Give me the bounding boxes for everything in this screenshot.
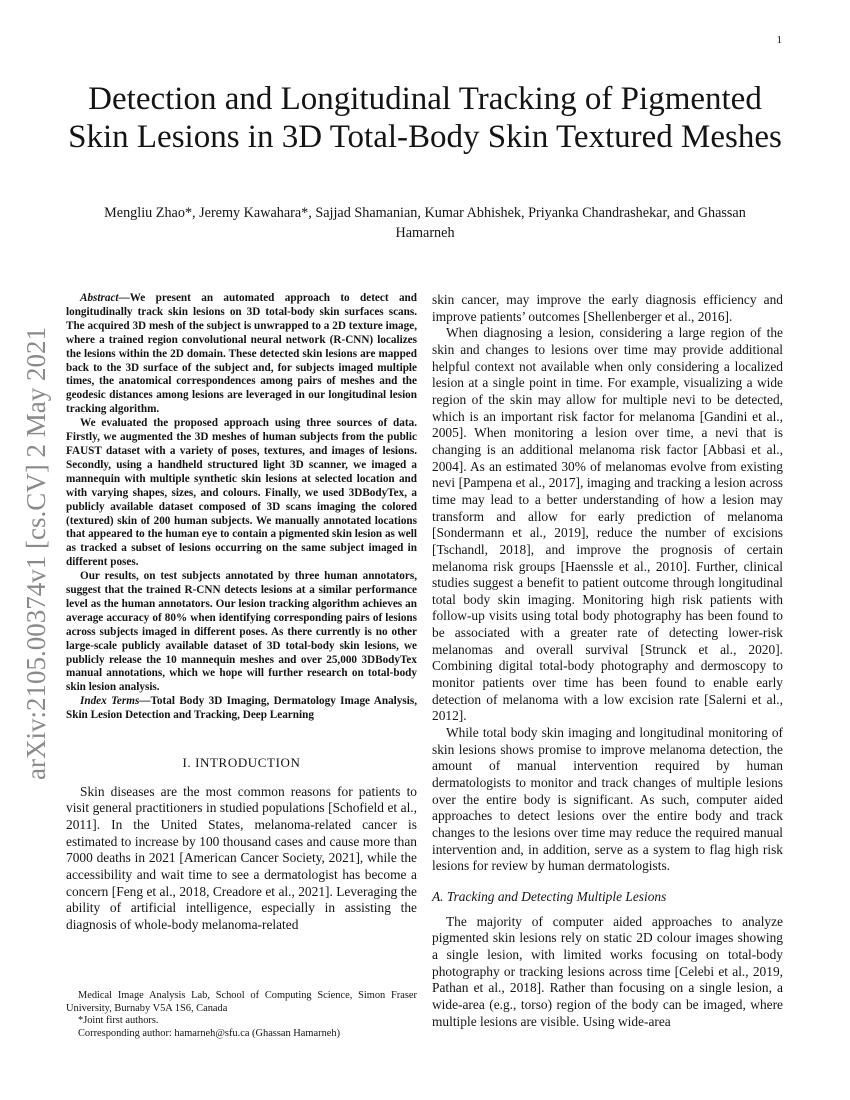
right-column [432,292,783,1030]
subsection-heading-tracking: A. Tracking and Detecting Multiple Lesions [432,888,667,904]
intro-paragraph-continued: skin cancer, may improve the early diagnosis efficiency and improve patients’ outcomes [Shellenberger et al., 2016]. [432,292,783,324]
intro-paragraph-1: Skin diseases are the most common reasons for patients to visit general practitioners in studied populations [Schofield et al., 2011]. In the United States, melanoma-related cancer is estimated to increase by 100 thousand cases and cause more than 7000 deaths in 2021 [American Cancer Society, 2021], while the accessibility and wait time to see a dermatologist has become a concern [Feng et al., 2018, Creadore et al., 2021]. Leveraging the ability of artificial intelligence, especially in assisting the diagnosis of whole-body melanoma-related [66,783,417,932]
intro-paragraph-2: When diagnosing a lesion, considering a large region of the skin and changes to lesions over time may provide additional helpful context not available when only considering a localized lesion at a single point in time. For example, visualizing a wide region of the skin may allow for multiple nevi to be detected, which is an important risk factor for melanoma [Gandini et al., 2005]. When monitoring a lesion over time, a nevi that is changing is an additional melanoma risk factor [Abbasi et al., 2004]. As an estimated 30% of melanomas evolve from existing nevi [Pampena et al., 2017], imaging and tracking a lesion across time may lead to a better understanding of how a lesion may transform and allow for early prediction of melanoma [Sondermann et al., 2019], reduce the number of excisions [Tschandl, 2018], and improve the prognosis of certain melanoma risk groups [Haenssle et al., 2010]. Further, clinical studies suggest a benefit to patient outcome through longitudinal total body skin imaging. Monitoring high risk patients with follow-up visits using total body photography has been found to be associated with a greater rate of detecting lower-risk melanomas and overall survival [Strunck et al., 2020]. Combining digital total-body photography and dermoscopy to monitor patients over time has been found to enable early detection of melanoma with a low excision rate [Salerni et al., 2012]. [432,325,783,724]
author-list: Mengliu Zhao*, Jeremy Kawahara*, Sajjad Shamanian, Kumar Abhishek, Priyanka Chandrashekar, and Ghassan Hamarneh [104,205,746,241]
section-heading-introduction: I. INTRODUCTION [182,755,301,771]
intro-paragraph-4: The majority of computer aided approaches to analyze pigmented skin lesions rely on static 2D colour images showing a single lesion, with limited works focusing on total-body photography or tracking lesions across time [Celebi et al., 2019, Pathan et al., 2018]. Rather than focusing on a single lesion, a wide-area (e.g., torso) region of the body can be imaged, where multiple lesions are visible. Using wide-area [432,913,783,1029]
index-terms-text: —Total Body 3D Imaging, Dermatology Image Analysis, Skin Lesion Detection and Tracking, Deep Learning [66,695,417,722]
footnotes [66,990,417,1040]
abstract-paragraph-1 [66,292,417,417]
abstract [66,292,417,723]
footnote-affiliation: Medical Image Analysis Lab, School of Computing Science, Simon Fraser University, Burnaby V5A 1S6, Canada [66,990,417,1014]
paper-title: Detection and Longitudinal Tracking of Pigmented Skin Lesions in 3D Total-Body Skin Textured Meshes [68,81,782,155]
left-column [66,292,417,934]
footnote-corresponding: Corresponding author: hamarneh@sfu.ca (Ghassan Hamarneh) [78,1027,341,1039]
arxiv-stamp: arXiv:2105.00374v1 [cs.CV] 2 May 2021 [21,327,51,780]
index-terms-label: Index Terms [80,695,140,708]
index-terms [66,695,417,723]
abstract-paragraph-2: We evaluated the proposed approach using three sources of data. Firstly, we augmented the 3D meshes of human subjects from the public FAUST dataset with a variety of poses, textures, and images of lesions. Secondly, using a handheld structured light 3D scanner, we imaged a mannequin with multiple synthetic skin lesions at selected location and with varying shapes, sizes, and colours. Finally, we used 3DBodyTex, a publicly available dataset composed of 3D scans imaging the colored (textured) skin of 200 human subjects. We manually annotated locations that appeared to the human eye to contain a pigmented skin lesion as well as tracked a subset of lesions occurring on the same subject imaged in different poses. [66,417,417,569]
abstract-paragraph-3: Our results, on test subjects annotated by three human annotators, suggest that the trained R-CNN detects lesions at a similar performance level as the human annotators. Our lesion tracking algorithm achieves an average accuracy of 80% when identifying corresponding pairs of lesions across subjects imaged in different poses. As there currently is no other large-scale publicly available dataset of 3D total-body skin lesions, we publicly release the 10 mannequin meshes and over 25,000 3DBodyTex manual annotations, which we hope will further research on total-body skin lesion analysis. [66,570,417,694]
abstract-label: Abstract [80,292,119,304]
intro-paragraph-3: While total body skin imaging and longitudinal monitoring of skin lesions shows promise to improve melanoma detection, the amount of manual intervention required by human dermatologists to monitor and track changes of multiple lesions over the entire body is significant. As such, computer aided approaches to detect lesions over the entire body and track changes to the lesions over time may reduce the required manual intervention and, in addition, serve as a system to flag high risk lesions for review by human dermatologists. [432,725,783,874]
footnote-joint-authors: *Joint first authors. [78,1015,159,1027]
abstract-text-1: —We present an automated approach to detect and longitudinally track skin lesions on 3D total-body skin surfaces scans. The acquired 3D mesh of the subject is unwrapped to a 2D texture image, where a trained region convolutional neural network (R-CNN) localizes the lesions within the 2D domain. These detected skin lesions are mapped back to the 3D surface of the subject and, for subjects imaged multiple times, the anatomical correspondences among pairs of meshes and the geodesic distances among lesions are leveraged in our longitudinal lesion tracking algorithm. [66,292,417,416]
page-number: 1 [776,34,782,46]
